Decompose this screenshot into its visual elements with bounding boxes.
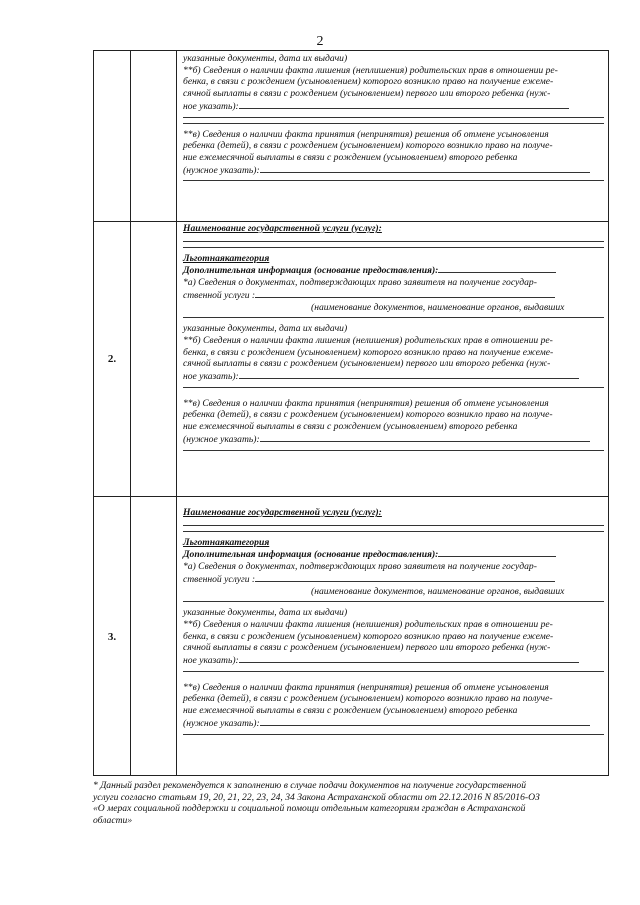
footnote-line: «О мерах социальной поддержки и социальной помощи отдельным категориям граждан в Астраханской	[93, 803, 526, 814]
documents-line[interactable]	[183, 601, 604, 602]
deprivation-answer-line[interactable]	[183, 671, 604, 672]
row1-content	[183, 53, 604, 186]
deprivation-text-line: сячной выплаты в связи с рождением (усыновлением) первого или второго ребенка (нуж-	[183, 642, 551, 654]
footnote-line: * Данный раздел рекомендуется к заполнению в случае подачи документов на получение государственной	[93, 780, 527, 791]
row-divider	[94, 496, 608, 497]
page-number: 2	[316, 34, 324, 49]
deprivation-text-line: ное указать):	[183, 655, 239, 667]
adoption-answer-field[interactable]	[260, 717, 590, 726]
row2-content	[183, 223, 604, 456]
form-table	[93, 50, 609, 776]
row-divider	[94, 221, 608, 222]
category-label: Льготнаякатегория	[183, 536, 270, 548]
documents-text-line: ственной услуги :	[183, 573, 256, 585]
row3-content	[183, 507, 604, 740]
category-label: Льготнаякатегория	[183, 252, 270, 264]
service-name-line[interactable]	[183, 247, 604, 248]
deprivation-text-line: сячной выплаты в связи с рождением (усыновлением) первого или второго ребенка (нуж-	[183, 358, 551, 370]
row-number: 3.	[107, 631, 117, 643]
deprivation-text-line: **б) Сведения о наличии факта лишения (нелишения) родительских прав в отношении ре-	[183, 618, 553, 630]
adoption-text-line: ребенка (детей), в связи с рождением (усыновлением) которого возникло право на получе-	[183, 140, 553, 152]
deprivation-answer-line[interactable]	[183, 123, 604, 124]
adoption-text-line: ребенка (детей), в связи с рождением (усыновлением) которого возникло право на получе-	[183, 409, 553, 421]
adoption-text-line: ние ежемесячной выплаты в связи с рождением (усыновлением) второго ребенка	[183, 705, 518, 717]
documents-text-line: *а) Сведения о документах, подтверждающих право заявителя на получение государ-	[183, 561, 537, 573]
adoption-answer-field[interactable]	[260, 433, 590, 442]
column-divider	[130, 51, 131, 775]
adoption-text-line: **в) Сведения о наличии факта принятия (непринятия) решения об отмене усыновления	[183, 128, 549, 140]
footnote-line: услуги согласно статьям 19, 20, 21, 22, 23, 24, 34 Закона Астраханской области от 22.12.2016 N 85/2016-ОЗ	[93, 791, 540, 803]
deprivation-text-line: бенка, в связи с рождением (усыновлением) которого возникло право на получение ежеме-	[183, 630, 554, 642]
service-name-line[interactable]	[183, 241, 604, 242]
deprivation-text-line: ное указать):	[183, 100, 239, 112]
documents-text-line: *а) Сведения о документах, подтверждающих право заявителя на получение государ-	[183, 277, 537, 289]
extra-info-label: Дополнительная информация (основание предоставления):	[183, 265, 439, 277]
docs-issue-caption: указанные документы, дата их выдачи)	[183, 53, 348, 64]
adoption-text-line: ние ежемесячной выплаты в связи с рождением (усыновлением) второго ребенка	[183, 421, 518, 433]
adoption-text-line: **в) Сведения о наличии факта принятия (непринятия) решения об отмене усыновления	[183, 397, 549, 409]
adoption-text-line: (нужное указать):	[183, 433, 260, 445]
deprivation-text-line: **б) Сведения о наличии факта лишения (нелишения) родительских прав в отношении ре-	[183, 334, 553, 346]
deprivation-text-line: бенка, в связи с рождением (усыновлением) которого возникло право на получение ежеме-	[183, 76, 554, 88]
footnote-line: области»	[93, 814, 133, 826]
deprivation-text-line: бенка, в связи с рождением (усыновлением) которого возникло право на получение ежеме-	[183, 346, 554, 358]
service-name-label: Наименование государственной услуги (услуг):	[183, 223, 382, 234]
deprivation-answer-field[interactable]	[239, 100, 569, 109]
service-name-line[interactable]	[183, 531, 604, 532]
footnote	[93, 780, 613, 826]
documents-hint: (наименование документов, наименование органов, выдавших	[311, 301, 565, 313]
adoption-text-line: (нужное указать):	[183, 164, 260, 176]
documents-field[interactable]	[255, 573, 555, 582]
extra-info-label: Дополнительная информация (основание предоставления):	[183, 549, 439, 561]
documents-field[interactable]	[255, 289, 555, 298]
adoption-text-line: **в) Сведения о наличии факта принятия (непринятия) решения об отмене усыновления	[183, 681, 549, 693]
column-divider	[176, 51, 177, 775]
deprivation-answer-line[interactable]	[183, 117, 604, 118]
adoption-text-line: (нужное указать):	[183, 717, 260, 729]
deprivation-answer-line[interactable]	[183, 387, 604, 388]
adoption-answer-line[interactable]	[183, 450, 604, 451]
documents-text-line: ственной услуги :	[183, 289, 256, 301]
adoption-answer-line[interactable]	[183, 180, 604, 181]
documents-hint: (наименование документов, наименование органов, выдавших	[311, 585, 565, 597]
deprivation-answer-field[interactable]	[239, 370, 579, 379]
adoption-answer-line[interactable]	[183, 734, 604, 735]
deprivation-answer-field[interactable]	[239, 654, 579, 663]
service-name-label: Наименование государственной услуги (услуг):	[183, 507, 382, 518]
extra-info-field[interactable]	[438, 548, 556, 557]
deprivation-text-line: ное указать):	[183, 371, 239, 383]
documents-line[interactable]	[183, 317, 604, 318]
adoption-answer-field[interactable]	[260, 164, 590, 173]
deprivation-text-line: сячной выплаты в связи с рождением (усыновлением) первого или второго ребенка (нуж-	[183, 88, 551, 100]
adoption-text-line: ние ежемесячной выплаты в связи с рождением (усыновлением) второго ребенка	[183, 151, 518, 163]
deprivation-text-line: **б) Сведения о наличии факта лишения (неплишения) родительских прав в отношении ре-	[183, 64, 558, 76]
adoption-text-line: ребенка (детей), в связи с рождением (усыновлением) которого возникло право на получе-	[183, 693, 553, 705]
row-number: 2.	[107, 353, 117, 365]
docs-issue-caption: указанные документы, дата их выдачи)	[183, 323, 348, 335]
docs-issue-caption: указанные документы, дата их выдачи)	[183, 607, 348, 619]
extra-info-field[interactable]	[438, 264, 556, 273]
service-name-line[interactable]	[183, 525, 604, 526]
